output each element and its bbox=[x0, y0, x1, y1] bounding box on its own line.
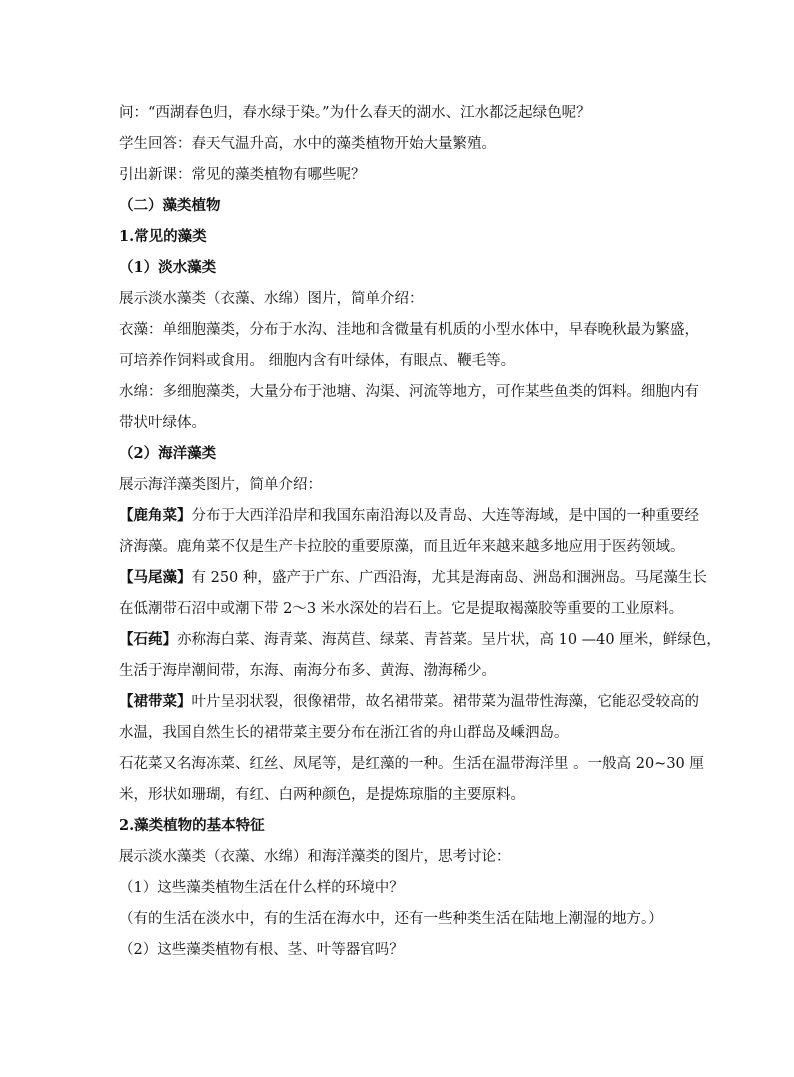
marine-intro: 展示海洋藻类图片，简单介绍： bbox=[119, 477, 322, 493]
shihuacai-paragraph-line-1: 石花菜又名海冻菜、红丝、凤尾等，是红藻的一种。生活在温带海洋里 。一般高 20~30 厘 bbox=[119, 756, 704, 772]
heading-common-algae: 1.常见的藻类 bbox=[119, 228, 207, 245]
student-answer: 学生回答：春天气温升高，水中的藻类植物开始大量繁殖。 bbox=[119, 136, 496, 152]
discussion-question-1: （1）这些藻类植物生活在什么样的环境中？ bbox=[119, 880, 404, 896]
shihuacai-paragraph-line-2: 米，形状如珊瑚，有红、白两种颜色，是提炼琼脂的主要原料。 bbox=[119, 787, 525, 803]
maweizao-tag: 【马尾藻】 bbox=[119, 569, 192, 586]
subheading-freshwater-algae: （1）淡水藻类 bbox=[119, 259, 217, 276]
lujiaocai-tag: 【鹿角菜】 bbox=[119, 507, 192, 524]
lujiaocai-text: 分布于大西洋沿岸和我国东南沿海以及青岛、大连等海域，是中国的一种重要经 bbox=[191, 508, 699, 524]
qundaicai-paragraph-line-1 bbox=[119, 692, 699, 712]
yizao-paragraph-line-1: 衣藻：单细胞藻类，分布于水沟、洼地和含微量有机质的小型水体中，早春晚秋最为繁盛， bbox=[119, 322, 699, 338]
shichun-paragraph-line-1 bbox=[119, 630, 721, 650]
discussion-question-2: （2）这些藻类植物有根、茎、叶等器官吗？ bbox=[119, 942, 404, 958]
maweizao-paragraph-line-2: 在低潮带石沼中或潮下带 2～3 米水深处的岩石上。它是提取褐藻胶等重要的工业原料。 bbox=[119, 601, 684, 617]
question-xihu: 问：“西湖春色归，春水绿于染。”为什么春天的湖水、江水都泛起绿色呢？ bbox=[119, 105, 591, 121]
discussion-answer-1: （有的生活在淡水中，有的生活在海水中，还有一些种类生活在陆地上潮湿的地方。） bbox=[119, 911, 663, 927]
lujiaocai-paragraph-line-1 bbox=[119, 506, 699, 526]
heading-basic-features: 2.藻类植物的基本特征 bbox=[119, 817, 265, 834]
qundaicai-tag: 【裙带菜】 bbox=[119, 693, 192, 710]
qundaicai-text: 叶片呈羽状裂，很像裙带，故名裙带菜。裙带菜为温带性海藻，它能忍受较高的 bbox=[191, 694, 699, 710]
freshwater-intro: 展示淡水藻类（衣藻、水绵）图片，简单介绍： bbox=[119, 291, 424, 307]
maweizao-text: 有 250 种，盛产于广东、广西沿海，尤其是海南岛、洲岛和涠洲岛。马尾藻生长 bbox=[191, 570, 707, 586]
shichun-paragraph-line-2: 生活于海岸潮间带，东海、南海分布多、黄海、渤海稀少。 bbox=[119, 663, 496, 679]
shuimian-paragraph-line-1: 水绵：多细胞藻类，大量分布于池塘、沟渠、河流等地方，可作某些鱼类的饵料。细胞内有 bbox=[119, 384, 699, 400]
shichun-tag: 【石莼】 bbox=[119, 631, 177, 648]
subheading-marine-algae: （2）海洋藻类 bbox=[119, 445, 217, 462]
section-heading-algae: （二）藻类植物 bbox=[119, 197, 221, 214]
lujiaocai-paragraph-line-2: 济海藻。鹿角菜不仅是生产卡拉胶的重要原藻，而且近年来越来越多地应用于医药领域。 bbox=[119, 539, 685, 555]
maweizao-paragraph-line-1 bbox=[119, 568, 707, 588]
shichun-text: 亦称海白菜、海青菜、海莴苣、绿菜、青苔菜。呈片状，高 10 —40 厘米，鲜绿色， bbox=[177, 632, 721, 648]
yizao-paragraph-line-2: 可培养作饲料或食用。 细胞内含有叶绿体，有眼点、鞭毛等。 bbox=[119, 353, 516, 369]
intro-new-lesson: 引出新课：常见的藻类植物有哪些呢？ bbox=[119, 167, 366, 183]
shuimian-paragraph-line-2: 带状叶绿体。 bbox=[119, 415, 206, 431]
qundaicai-paragraph-line-2: 水温，我国自然生长的裙带菜主要分布在浙江省的舟山群岛及嵊泗岛。 bbox=[119, 725, 569, 741]
discussion-intro: 展示淡水藻类（衣藻、水绵）和海洋藻类的图片，思考讨论： bbox=[119, 849, 511, 865]
